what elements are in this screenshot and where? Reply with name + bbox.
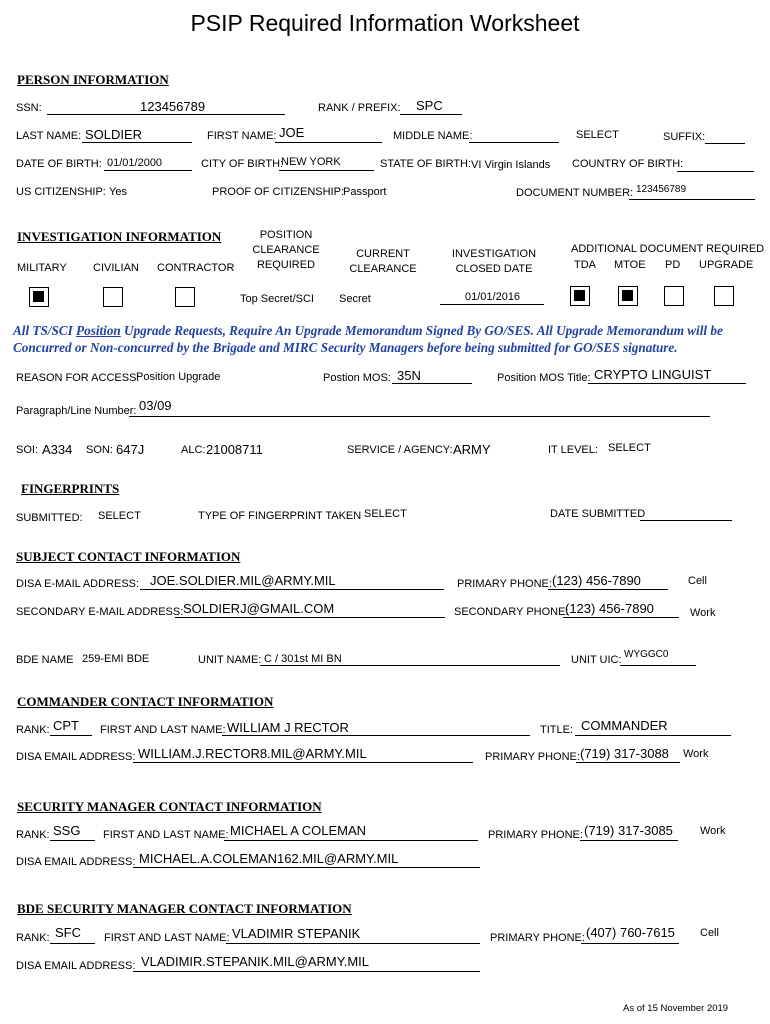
proof-label: PROOF OF CITIZENSHIP: — [212, 186, 345, 198]
suffix-select[interactable]: SELECT — [576, 129, 619, 141]
commander-email-value: WILLIAM.J.RECTOR8.MIL@ARMY.MIL — [138, 746, 367, 761]
secmgr-name-label: FIRST AND LAST NAME: — [103, 829, 229, 841]
civilian-label: CIVILIAN — [93, 262, 139, 274]
son-label: SON: — [86, 444, 113, 456]
suffix-field[interactable] — [705, 129, 745, 144]
mos-value: 35N — [397, 368, 421, 383]
notice-position-word: Position — [76, 323, 121, 338]
subject-email2-label: SECONDARY E-MAIL ADDRESS: — [16, 606, 184, 618]
military-label: MILITARY — [17, 262, 67, 274]
last-name-value: SOLDIER — [85, 127, 143, 142]
middle-name-field[interactable] — [469, 128, 559, 143]
upgrade-label: UPGRADE — [699, 259, 754, 271]
current-clearance-header — [345, 247, 421, 277]
ssn-label: SSN: — [16, 102, 42, 114]
it-level-select[interactable]: SELECT — [608, 442, 651, 454]
para-label: Paragraph/Line Number: — [16, 405, 137, 417]
city-label: CITY OF BIRTH: — [201, 158, 284, 170]
military-checkbox[interactable] — [29, 287, 49, 307]
bdesec-phone-label: PRIMARY PHONE: — [490, 932, 585, 944]
fp-type-select[interactable]: SELECT — [364, 508, 407, 520]
country-field[interactable] — [677, 157, 754, 172]
commander-name-value: WILLIAM J RECTOR — [227, 720, 349, 735]
tda-label: TDA — [574, 259, 596, 271]
bdesec-rank-value: SFC — [55, 925, 81, 940]
fingerprints-heading: FINGERPRINTS — [21, 481, 120, 496]
person-info-heading: PERSON INFORMATION — [17, 72, 169, 87]
last-name-label: LAST NAME: — [16, 130, 82, 142]
pd-checkbox[interactable] — [664, 286, 684, 306]
notice-part-1: All TS/SCI — [13, 323, 77, 338]
contractor-label: CONTRACTOR — [157, 262, 235, 274]
mos-title-label: Position MOS Title: — [497, 372, 591, 384]
fp-type-label: TYPE OF FINGERPRINT TAKEN — [198, 510, 362, 522]
as-of-date: As of 15 November 2019 — [623, 1003, 729, 1014]
bdesec-email-value: VLADIMIR.STEPANIK.MIL@ARMY.MIL — [141, 954, 369, 969]
middle-name-label: MIDDLE NAME: — [393, 130, 473, 142]
commander-rank-label: RANK: — [16, 724, 50, 736]
subject-phone-type[interactable]: Cell — [688, 575, 707, 587]
subject-email2-value: SOLDIERJ@GMAIL.COM — [183, 601, 335, 616]
additional-document-header: ADDITIONAL DOCUMENT REQUIRED — [571, 243, 765, 255]
commander-phone-type[interactable]: Work — [683, 748, 709, 760]
state-value[interactable]: VI Virgin Islands — [471, 159, 551, 171]
soi-label: SOI: — [16, 444, 39, 456]
civilian-checkbox[interactable] — [103, 287, 123, 307]
subject-phone2-type[interactable]: Work — [690, 607, 716, 619]
subject-contact-heading: SUBJECT CONTACT INFORMATION — [16, 549, 241, 564]
commander-heading: COMMANDER CONTACT INFORMATION — [17, 694, 274, 709]
commander-rank-value: CPT — [53, 718, 79, 733]
mtoe-label: MTOE — [614, 259, 646, 271]
commander-phone-label: PRIMARY PHONE: — [485, 751, 580, 763]
current-clearance-header-1: CURRENT — [356, 248, 410, 260]
citizen-label: US CITIZENSHIP: — [16, 186, 106, 198]
secmgr-heading: SECURITY MANAGER CONTACT INFORMATION — [17, 799, 322, 814]
reason-value[interactable]: Position Upgrade — [136, 371, 221, 383]
mtoe-checkbox[interactable] — [618, 286, 638, 306]
position-clearance-header — [250, 228, 322, 273]
page-title: PSIP Required Information Worksheet — [190, 10, 580, 36]
contractor-checkbox[interactable] — [175, 287, 195, 307]
alc-label: ALC: — [181, 444, 206, 456]
dob-value: 01/01/2000 — [107, 157, 163, 169]
commander-title-label: TITLE: — [540, 724, 574, 736]
reason-label: REASON FOR ACCESS: — [16, 372, 140, 384]
citizen-value[interactable]: Yes — [109, 186, 127, 198]
bdesec-phone-value: (407) 760-7615 — [586, 925, 675, 940]
para-field[interactable] — [129, 402, 710, 417]
position-clearance-header-1: POSITION — [259, 229, 313, 241]
uic-value: WYGGC0 — [624, 649, 669, 660]
secmgr-phone-label: PRIMARY PHONE: — [488, 829, 583, 841]
fp-date-field[interactable] — [640, 506, 732, 521]
subject-email-label: DISA E-MAIL ADDRESS: — [16, 578, 140, 590]
ssn-value: 123456789 — [140, 99, 206, 114]
soi-value[interactable]: A334 — [42, 442, 73, 457]
unit-name-value: C / 301st MI BN — [264, 653, 342, 665]
bdesec-rank-label: RANK: — [16, 932, 50, 944]
para-value: 03/09 — [139, 398, 172, 413]
bde-name-label: BDE NAME — [16, 654, 74, 666]
investigation-closed-header-1: INVESTIGATION — [451, 248, 537, 260]
mos-label: Postion MOS: — [323, 372, 391, 384]
rank-label: RANK / PREFIX: — [318, 102, 401, 114]
fp-date-label: DATE SUBMITTED — [550, 508, 646, 520]
docnum-value: 123456789 — [636, 184, 687, 195]
secmgr-name-value: MICHAEL A COLEMAN — [230, 823, 367, 838]
commander-phone-value: (719) 317-3088 — [580, 746, 669, 761]
dob-label: DATE OF BIRTH: — [16, 158, 102, 170]
bdesec-phone-type[interactable]: Cell — [700, 927, 719, 939]
subject-phone-value: (123) 456-7890 — [552, 573, 641, 588]
bdesec-name-value: VLADIMIR STEPANIK — [232, 926, 361, 941]
it-level-label: IT LEVEL: — [548, 444, 598, 456]
country-label: COUNTRY OF BIRTH: — [572, 158, 684, 170]
rank-value: SPC — [416, 98, 443, 113]
investigation-closed-header — [448, 247, 540, 277]
secmgr-phone-value: (719) 317-3085 — [584, 823, 673, 838]
secmgr-email-label: DISA EMAIL ADDRESS: — [16, 856, 136, 868]
commander-title-value: COMMANDER — [581, 718, 668, 733]
pd-label: PD — [665, 259, 681, 271]
docnum-label: DOCUMENT NUMBER: — [516, 187, 634, 199]
first-name-label: FIRST NAME: — [207, 130, 277, 142]
secmgr-rank-value: SSG — [53, 823, 81, 838]
bde-name-value[interactable]: 259-EMI BDE — [82, 653, 150, 665]
subject-phone2-label: SECONDARY PHONE: — [454, 606, 569, 618]
commander-email-label: DISA EMAIL ADDRESS: — [16, 751, 136, 763]
uic-label: UNIT UIC: — [571, 654, 622, 666]
subject-phone-label: PRIMARY PHONE: — [457, 578, 552, 590]
secmgr-rank-label: RANK: — [16, 829, 50, 841]
current-clearance-header-2: CLEARANCE — [349, 263, 417, 275]
investigation-closed-header-2: CLOSED DATE — [455, 263, 533, 275]
alc-value[interactable]: 21008711 — [206, 442, 263, 457]
service-value[interactable]: ARMY — [453, 442, 491, 457]
upgrade-checkbox[interactable] — [714, 286, 734, 306]
upgrade-notice — [13, 322, 758, 356]
fp-submitted-select[interactable]: SELECT — [98, 510, 141, 522]
mos-title-value: CRYPTO LINGUIST — [594, 367, 712, 382]
city-value: NEW YORK — [281, 156, 341, 168]
first-name-value: JOE — [279, 125, 305, 140]
bdesec-heading: BDE SECURITY MANAGER CONTACT INFORMATION — [17, 901, 352, 916]
secmgr-phone-type[interactable]: Work — [700, 825, 726, 837]
bdesec-email-label: DISA EMAIL ADDRESS: — [16, 960, 136, 972]
position-clearance-value[interactable]: Top Secret/SCI — [240, 293, 314, 305]
closed-date-value: 01/01/2016 — [465, 291, 521, 303]
position-clearance-header-2: CLEARANCE — [252, 244, 320, 256]
commander-name-label: FIRST AND LAST NAME: — [100, 724, 226, 736]
state-label: STATE OF BIRTH: — [380, 158, 472, 170]
subject-email-value: JOE.SOLDIER.MIL@ARMY.MIL — [150, 573, 336, 588]
service-label: SERVICE / AGENCY: — [347, 444, 453, 456]
position-clearance-header-3: REQUIRED — [256, 259, 316, 271]
tda-checkbox[interactable] — [570, 286, 590, 306]
notice-part-3: Upgrade Requests, Require An Upgrade Memorandum Signed By GO/SES. All Upgrade Memorandum will be Concurred or Non-concurred by the Brigade and MIRC Security Managers before being submitted for GO/SES signature. — [13, 323, 723, 355]
son-value[interactable]: 647J — [116, 442, 145, 457]
bdesec-name-label: FIRST AND LAST NAME: — [104, 932, 230, 944]
subject-phone2-value: (123) 456-7890 — [565, 601, 654, 616]
proof-value[interactable]: Passport — [343, 186, 387, 198]
secmgr-email-value: MICHAEL.A.COLEMAN162.MIL@ARMY.MIL — [139, 851, 399, 866]
unit-name-label: UNIT NAME: — [198, 654, 262, 666]
current-clearance-value[interactable]: Secret — [339, 293, 371, 305]
investigation-heading: INVESTIGATION INFORMATION — [17, 229, 222, 244]
suffix-label: SUFFIX: — [663, 131, 706, 143]
fp-submitted-label: SUBMITTED: — [16, 512, 83, 524]
